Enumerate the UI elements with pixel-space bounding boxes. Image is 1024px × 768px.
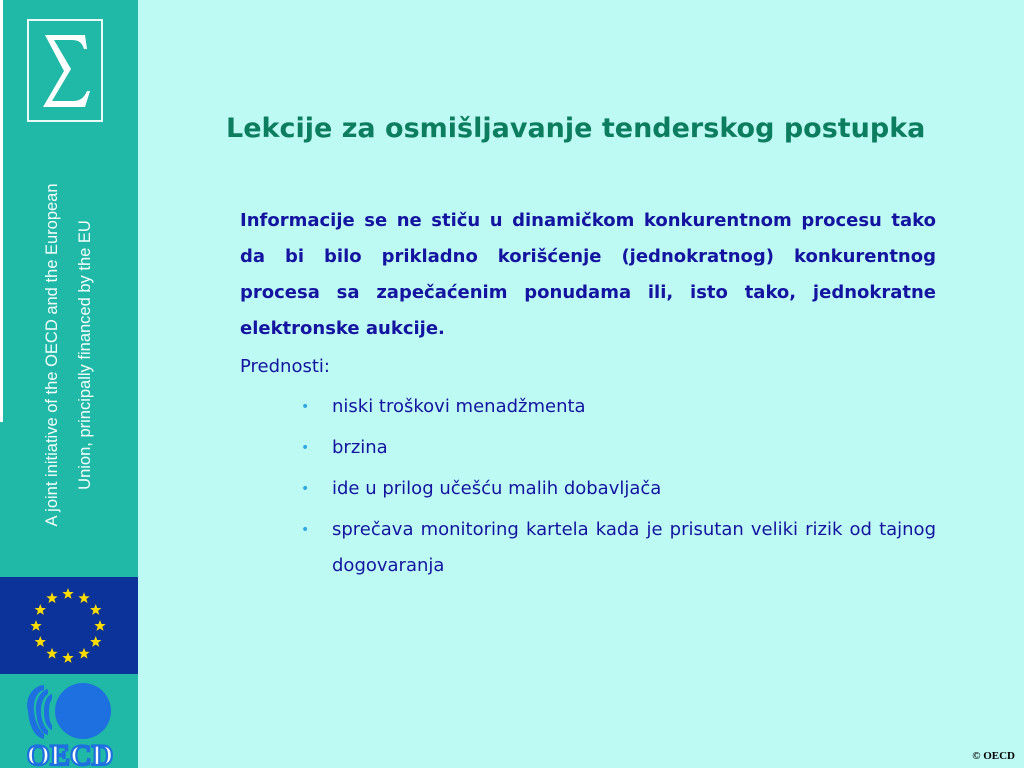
intro-paragraph: Informacije se ne stiču u dinamičkom konkurentnom procesu tako da bi bilo prikladno korišćenje (jednokratnog) konkurentnog procesa sa zapečaćenim ponudama ili, isto tako, jednokratne elektronske aukcije. [240, 210, 936, 339]
bullet-icon: • [301, 399, 310, 415]
list-item-text: ide u prilog učešću malih dobavljača [332, 478, 662, 499]
eu-flag [0, 577, 138, 674]
eu-star-icon [35, 604, 46, 615]
copyright: © OECD [972, 750, 1015, 762]
eu-star-icon [90, 636, 101, 647]
oecd-logo-icon [20, 681, 120, 768]
list-item [301, 389, 936, 425]
list-item [301, 512, 936, 584]
list-item [301, 430, 936, 466]
eu-star-icon [94, 620, 105, 631]
bullet-icon: • [301, 481, 310, 497]
list-item-text: sprečava monitoring kartela kada je prisutan veliki rizik od tajnog dogovaranja [332, 519, 936, 576]
eu-star-icon [62, 588, 73, 599]
eu-star-icon [46, 648, 57, 659]
list-item-text: niski troškovi menadžmenta [332, 396, 586, 417]
eu-star-icon [35, 636, 46, 647]
advantages-heading: Prednosti: [240, 356, 330, 377]
eu-star-icon [46, 592, 57, 603]
initiative-caption [36, 183, 102, 526]
bullet-icon: • [301, 440, 310, 456]
initiative-caption-line-1: A joint initiative of the OECD and the European [43, 183, 61, 527]
initiative-caption-line-2: Union, principally financed by the EU [76, 220, 94, 490]
eu-star-icon [62, 652, 73, 663]
oecd-logo [20, 681, 120, 768]
eu-star-icon [78, 648, 89, 659]
bullet-icon: • [301, 522, 310, 538]
sigma-icon [35, 29, 95, 113]
page-title: Lekcije za osmišljavanje tenderskog postupka [226, 113, 926, 144]
slide-body [240, 203, 936, 589]
advantages-list [240, 389, 936, 584]
eu-star-icon [30, 620, 41, 631]
eu-stars-icon [0, 577, 138, 674]
oecd-logo-text: OECD [26, 739, 114, 768]
sidebar [0, 0, 138, 768]
eu-star-icon [78, 592, 89, 603]
sidebar-divider [0, 0, 3, 422]
list-item [301, 471, 936, 507]
eu-star-icon [90, 604, 101, 615]
sigma-logo [27, 19, 103, 122]
list-item-text: brzina [332, 437, 388, 458]
